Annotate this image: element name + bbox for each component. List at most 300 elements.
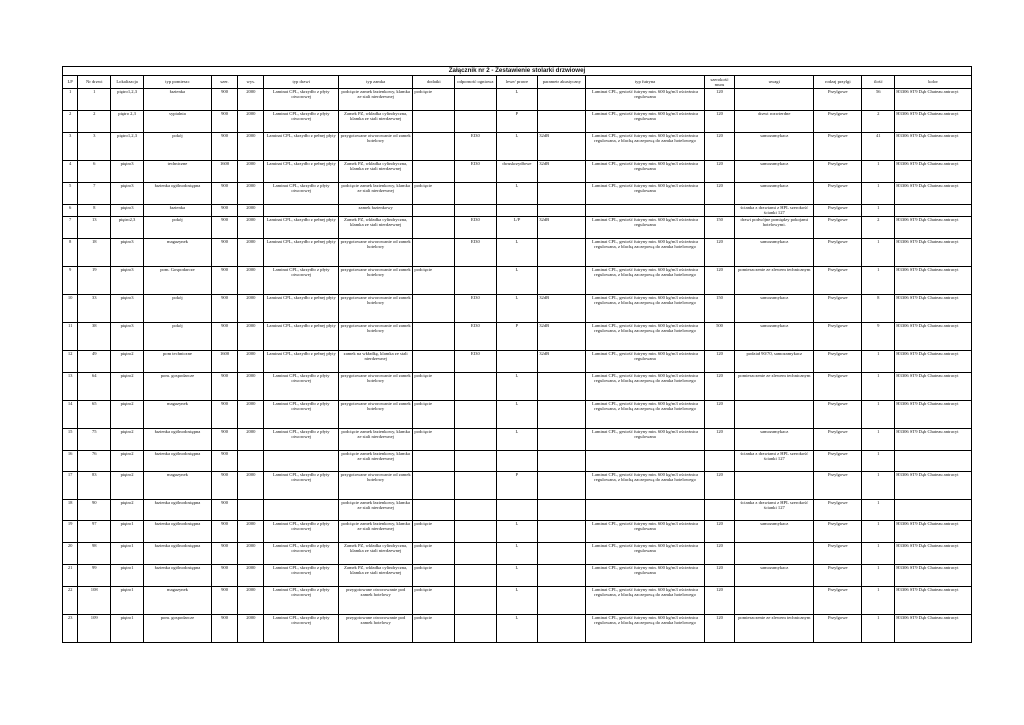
cell-typ: łazienka ogólnodostępna [144, 450, 212, 471]
cell-drzwi: Laminat CPL, skrzydło z płyty otworowej [264, 183, 338, 205]
cell-typ: pokój [144, 322, 212, 350]
cell-nr: 83 [78, 471, 111, 499]
table-row [63, 564, 972, 586]
cell-nr: 7 [78, 183, 111, 205]
cell-przylga: Przylgowe [814, 499, 862, 520]
cell-wys: 2000 [238, 205, 264, 217]
cell-uwagi: ścianka z drzwiami z HPL szerokość ścianki 127 [735, 450, 814, 471]
cell-akust: 32dB [538, 350, 586, 372]
cell-akust [538, 428, 586, 450]
table-row [63, 238, 972, 266]
cell-lp2: L [496, 133, 538, 161]
cell-mur: 120 [704, 161, 735, 183]
cell-mur: 120 [704, 183, 735, 205]
cell-wys: 2000 [238, 372, 264, 400]
cell-szer: 900 [211, 520, 237, 542]
col-header: uwagi [735, 76, 814, 89]
cell-typ: pokój [144, 216, 212, 238]
cell-futryna [586, 499, 704, 520]
cell-kolor [895, 205, 972, 217]
table-row [63, 216, 972, 238]
table-row [63, 428, 972, 450]
cell-wys: 2000 [238, 564, 264, 586]
table-row [63, 499, 972, 520]
cell-dodatki [413, 205, 455, 217]
cell-typ: magazynek [144, 400, 212, 428]
cell-futryna: Laminat CPL, gestość futryny min. 600 kg/m3 ościeżnica regulowana, z blachą zaczepową do zamka hotelowego [586, 133, 704, 161]
cell-ogn [455, 183, 497, 205]
cell-uwagi [735, 89, 814, 111]
cell-lp2: L [496, 564, 538, 586]
cell-wys: 2000 [238, 238, 264, 266]
table-body [63, 89, 972, 643]
cell-akust [538, 542, 586, 564]
cell-kolor: H3306 ST9 Dąb Chateau antracyt [895, 294, 972, 322]
cell-ilosc: 1 [862, 350, 895, 372]
cell-lp2 [496, 205, 538, 217]
cell-lp2: L [496, 614, 538, 642]
cell-ilosc: 2 [862, 111, 895, 133]
cell-lok: piętro2 [111, 471, 144, 499]
cell-przylga: Przylgowe [814, 400, 862, 428]
cell-dodatki: podcięcie [413, 183, 455, 205]
cell-uwagi: samozamykacz [735, 294, 814, 322]
cell-ogn: EI30 [455, 133, 497, 161]
cell-zamek: podcięcie zamek łazienkowy, klamka ze stali nierdzewnej [338, 89, 412, 111]
cell-ilosc: 1 [862, 564, 895, 586]
cell-ilosc: 1 [862, 266, 895, 294]
cell-zamek: podcięcie zamek łazienkowy, klamka ze stali nierdzewnej [338, 183, 412, 205]
cell-kolor: H3306 ST9 Dąb Chateau antracyt [895, 520, 972, 542]
cell-lp2: L [496, 542, 538, 564]
cell-akust [538, 111, 586, 133]
cell-ilosc: 1 [862, 372, 895, 400]
cell-kolor [895, 450, 972, 471]
cell-przylga: Przylgowe [814, 133, 862, 161]
cell-futryna [586, 205, 704, 217]
cell-nr: 33 [78, 294, 111, 322]
cell-wys: 2000 [238, 614, 264, 642]
col-header: dodatki [413, 76, 455, 89]
cell-futryna: Laminat CPL, gestość futryny min. 600 kg/m3 ościeżnica regulowana [586, 216, 704, 238]
cell-kolor: H3306 ST9 Dąb Chateau antracyt [895, 266, 972, 294]
cell-przylga: Przylgowe [814, 183, 862, 205]
cell-typ: łazienka ogólnodostępna [144, 542, 212, 564]
cell-drzwi: Laminat CPL, skrzydło z pełnej płyty [264, 294, 338, 322]
cell-dodatki [413, 294, 455, 322]
cell-nr: 75 [78, 428, 111, 450]
cell-drzwi: Laminat CPL, skrzydło z płyty otworowej [264, 614, 338, 642]
cell-nr: 8 [78, 205, 111, 217]
cell-lp2 [496, 499, 538, 520]
cell-lp2: L [496, 372, 538, 400]
table-row [63, 133, 972, 161]
cell-zamek: podcięcie zamek łazienkowy, klamka ze stali nierdzewnej [338, 450, 412, 471]
cell-lp: 12 [63, 350, 78, 372]
cell-ogn [455, 586, 497, 614]
cell-typ: magazynek [144, 586, 212, 614]
cell-lp: 5 [63, 183, 78, 205]
col-header: ilość [862, 76, 895, 89]
cell-zamek: przygotowane otworowanie od zamek hotelowy [338, 238, 412, 266]
cell-ogn [455, 400, 497, 428]
cell-lp: 6 [63, 205, 78, 217]
cell-uwagi: samozamykacz [735, 238, 814, 266]
cell-lp: 22 [63, 586, 78, 614]
table-row [63, 400, 972, 428]
cell-uwagi: drzwi rozwierdne [735, 111, 814, 133]
cell-lp: 23 [63, 614, 78, 642]
cell-lok: piętro1 [111, 564, 144, 586]
cell-akust: 32dB [538, 216, 586, 238]
cell-kolor: H3306 ST9 Dąb Chateau antracyt [895, 111, 972, 133]
col-header: szer. [211, 76, 237, 89]
cell-futryna: Laminat CPL, gestość futryny min. 600 kg/m3 ościeżnica regulowana, z blachą zaczepową do zamka hotelowego [586, 400, 704, 428]
cell-mur: 120 [704, 89, 735, 111]
table-row [63, 161, 972, 183]
cell-przylga: Przylgowe [814, 428, 862, 450]
cell-lp: 21 [63, 564, 78, 586]
cell-wys: 2000 [238, 183, 264, 205]
cell-drzwi: Laminat CPL, skrzydło z płyty otworowej [264, 586, 338, 614]
col-header: lewe/ prawe [496, 76, 538, 89]
table-row [63, 471, 972, 499]
cell-kolor: H3306 ST9 Dąb Chateau antracyt [895, 322, 972, 350]
cell-dodatki [413, 471, 455, 499]
cell-ilosc: 1 [862, 238, 895, 266]
cell-akust [538, 266, 586, 294]
cell-ogn: EI30 [455, 216, 497, 238]
cell-wys: 2000 [238, 586, 264, 614]
col-header: Nr drzwi [78, 76, 111, 89]
cell-dodatki [413, 350, 455, 372]
cell-przylga: Przylgowe [814, 450, 862, 471]
col-header: parametr akustyczny [538, 76, 586, 89]
table-row [63, 372, 972, 400]
cell-drzwi: Laminat CPL, skrzydło z płyty otworowej [264, 266, 338, 294]
cell-zamek: przygotowane otworowanie pod zamek hotelowy [338, 614, 412, 642]
cell-przylga: Przylgowe [814, 564, 862, 586]
cell-ilosc: 1 [862, 586, 895, 614]
cell-typ: pom techniczne [144, 350, 212, 372]
cell-lok: piętro2 [111, 450, 144, 471]
cell-lok: piętro2 [111, 372, 144, 400]
cell-ogn: EI30 [455, 350, 497, 372]
cell-lok: piętro2 [111, 499, 144, 520]
cell-lp2: L [496, 294, 538, 322]
cell-ilosc: 1 [862, 161, 895, 183]
cell-ilosc: 1 [862, 183, 895, 205]
cell-typ: pom. gospodarcze [144, 614, 212, 642]
cell-nr: 13 [78, 216, 111, 238]
cell-zamek: przygotowane otworowanie od zamek hotelowy [338, 294, 412, 322]
cell-lp2: L [496, 238, 538, 266]
cell-lp: 18 [63, 499, 78, 520]
cell-dodatki [413, 133, 455, 161]
cell-lp2: L [496, 428, 538, 450]
cell-wys: 2000 [238, 428, 264, 450]
cell-typ: pokój [144, 133, 212, 161]
cell-akust: 32dB [538, 133, 586, 161]
cell-szer: 900 [211, 450, 237, 471]
cell-wys: 2000 [238, 89, 264, 111]
table-row [63, 450, 972, 471]
cell-akust [538, 400, 586, 428]
cell-typ: sypialnia [144, 111, 212, 133]
cell-uwagi: pomieszczenie ze zlewem technicznym [735, 266, 814, 294]
cell-uwagi: ścianka z drzwiami z HPL szerokość ścianki 127 [735, 205, 814, 217]
cell-nr: 6 [78, 161, 111, 183]
cell-lp2: L [496, 520, 538, 542]
cell-futryna: Laminat CPL, gestość futryny min. 600 kg/m3 ościeżnica regulowana, z blachą zaczepową do zamka hotelowego [586, 614, 704, 642]
cell-lp: 20 [63, 542, 78, 564]
col-header: kolor [895, 76, 972, 89]
cell-wys [238, 450, 264, 471]
cell-drzwi: Laminat CPL, skrzydło z płyty otworowej [264, 111, 338, 133]
table-row [63, 89, 972, 111]
cell-ilosc: 2 [862, 216, 895, 238]
table-header-row [63, 76, 972, 89]
table-row [63, 294, 972, 322]
cell-dodatki: podcięcie [413, 400, 455, 428]
cell-kolor: H3306 ST9 Dąb Chateau antracyt [895, 564, 972, 586]
cell-lok: piętro3 [111, 294, 144, 322]
cell-przylga: Przylgowe [814, 350, 862, 372]
cell-przylga: Przylgowe [814, 266, 862, 294]
cell-kolor: H3306 ST9 Dąb Chateau antracyt [895, 471, 972, 499]
cell-lp: 14 [63, 400, 78, 428]
cell-futryna: Laminat CPL, gestość futryny min. 600 kg/m3 ościeżnica regulowana [586, 161, 704, 183]
cell-lp: 11 [63, 322, 78, 350]
cell-ogn [455, 428, 497, 450]
cell-zamek: Zamek PZ, wkładka cylindryczna, klamka ze stali nierdzewnej [338, 564, 412, 586]
cell-przylga: Przylgowe [814, 205, 862, 217]
cell-kolor: H3306 ST9 Dąb Chateau antracyt [895, 400, 972, 428]
cell-ilosc: 1 [862, 471, 895, 499]
cell-kolor: H3306 ST9 Dąb Chateau antracyt [895, 89, 972, 111]
cell-mur: 120 [704, 614, 735, 642]
cell-mur: 120 [704, 266, 735, 294]
cell-uwagi [735, 542, 814, 564]
cell-nr: 98 [78, 542, 111, 564]
cell-kolor: H3306 ST9 Dąb Chateau antracyt [895, 238, 972, 266]
cell-kolor: H3306 ST9 Dąb Chateau antracyt [895, 372, 972, 400]
cell-drzwi: Laminat CPL, skrzydło z pełnej płyty [264, 238, 338, 266]
cell-mur [704, 205, 735, 217]
cell-typ: pom. gospodarcze [144, 372, 212, 400]
cell-nr: 65 [78, 400, 111, 428]
cell-futryna: Laminat CPL, gestość futryny min. 600 kg/m3 ościeżnica regulowana [586, 564, 704, 586]
cell-szer: 900 [211, 471, 237, 499]
cell-typ: magazynek [144, 471, 212, 499]
cell-lp: 17 [63, 471, 78, 499]
cell-lok: piętro1 [111, 586, 144, 614]
cell-nr: 49 [78, 350, 111, 372]
cell-ilosc: 8 [862, 294, 895, 322]
cell-uwagi: samozamykacz [735, 133, 814, 161]
cell-ilosc: 1 [862, 400, 895, 428]
cell-lp2: P [496, 322, 538, 350]
cell-nr: 99 [78, 564, 111, 586]
cell-mur: 120 [704, 372, 735, 400]
cell-dodatki: podcięcie [413, 564, 455, 586]
cell-futryna: Laminat CPL, gestość futryny min. 600 kg/m3 ościeżnica regulowana, z blachą zaczepową do zamka hotelowego [586, 471, 704, 499]
cell-zamek: zamek na wkładkę, klamka ze stali nierdzewnej [338, 350, 412, 372]
cell-wys: 2000 [238, 161, 264, 183]
cell-lok: piętro1,2,3 [111, 89, 144, 111]
cell-szer: 1600 [211, 350, 237, 372]
cell-typ: łazienka [144, 205, 212, 217]
cell-zamek: podcięcie zamek łazienkowy, klamka ze stali nierdzewnej [338, 520, 412, 542]
col-header: rodzaj przylgi [814, 76, 862, 89]
cell-akust [538, 450, 586, 471]
col-header: szerokość muru [704, 76, 735, 89]
cell-kolor: H3306 ST9 Dąb Chateau antracyt [895, 586, 972, 614]
col-header: typ drzwi [264, 76, 338, 89]
cell-akust [538, 372, 586, 400]
cell-nr: 1 [78, 89, 111, 111]
cell-dodatki: podcięcie [413, 428, 455, 450]
cell-uwagi: pomieszczenie ze zlewem technicznym [735, 372, 814, 400]
cell-zamek: Zamek PZ, wkładka cylindryczna, klamka ze stali nierdzewnej [338, 216, 412, 238]
cell-zamek: Zamek PZ, wkładka cylindryczna, klamka ze stali nierdzewnej [338, 161, 412, 183]
cell-akust [538, 238, 586, 266]
cell-mur: 120 [704, 111, 735, 133]
cell-szer: 900 [211, 614, 237, 642]
cell-szer: 900 [211, 183, 237, 205]
table-row [63, 520, 972, 542]
cell-dodatki: podcięcie [413, 266, 455, 294]
cell-przylga: Przylgowe [814, 471, 862, 499]
cell-szer: 1600 [211, 161, 237, 183]
table-row [63, 614, 972, 642]
cell-typ: łazienka [144, 89, 212, 111]
cell-futryna: Laminat CPL, gestość futryny min. 600 kg/m3 ościeżnica regulowana [586, 111, 704, 133]
table-row [63, 266, 972, 294]
cell-kolor: H3306 ST9 Dąb Chateau antracyt [895, 614, 972, 642]
cell-dodatki [413, 322, 455, 350]
cell-lok: piętro3 [111, 238, 144, 266]
cell-szer: 900 [211, 238, 237, 266]
cell-zamek: Zamek PZ, wkładka cylindryczna, klamka ze stali nierdzewnej [338, 542, 412, 564]
cell-szer: 900 [211, 428, 237, 450]
cell-mur: 120 [704, 564, 735, 586]
cell-lok: piętro3 [111, 161, 144, 183]
table-row [63, 183, 972, 205]
cell-szer: 900 [211, 111, 237, 133]
cell-ilosc: 1 [862, 450, 895, 471]
cell-lok: piętro1 [111, 542, 144, 564]
cell-mur: 120 [704, 238, 735, 266]
cell-drzwi: Laminat CPL, skrzydło z pełnej płyty [264, 322, 338, 350]
cell-drzwi [264, 450, 338, 471]
cell-lok: piętro1 [111, 614, 144, 642]
cell-lok: piętro 2,3 [111, 111, 144, 133]
cell-typ: magazynek [144, 238, 212, 266]
cell-nr: 90 [78, 499, 111, 520]
cell-dodatki [413, 216, 455, 238]
col-header: typ pomieszc [144, 76, 212, 89]
col-header: Lokalizacja [111, 76, 144, 89]
cell-lp: 13 [63, 372, 78, 400]
cell-dodatki [413, 499, 455, 520]
cell-lp: 1 [63, 89, 78, 111]
cell-zamek: przygotowane otworowanie od zamek hotelowy [338, 133, 412, 161]
cell-mur [704, 450, 735, 471]
col-header: LP [63, 76, 78, 89]
cell-uwagi: pomieszczenie ze zlewem technicznym [735, 614, 814, 642]
cell-uwagi: samozamykacz [735, 183, 814, 205]
cell-nr: 19 [78, 266, 111, 294]
cell-ogn [455, 499, 497, 520]
cell-drzwi: Laminat CPL, skrzydło z pełnej płyty [264, 161, 338, 183]
cell-mur: 150 [704, 294, 735, 322]
table-row [63, 111, 972, 133]
cell-ogn: EI30 [455, 322, 497, 350]
cell-przylga: Przylgowe [814, 586, 862, 614]
cell-ilosc: 1 [862, 205, 895, 217]
cell-drzwi: Laminat CPL, skrzydło z płyty otworowej [264, 542, 338, 564]
cell-dodatki [413, 450, 455, 471]
cell-szer: 900 [211, 294, 237, 322]
cell-lok: piętro3 [111, 322, 144, 350]
cell-mur: 120 [704, 471, 735, 499]
cell-lp: 7 [63, 216, 78, 238]
cell-akust [538, 564, 586, 586]
cell-szer: 900 [211, 564, 237, 586]
cell-nr: 76 [78, 450, 111, 471]
cell-mur: 120 [704, 520, 735, 542]
cell-uwagi: ścianka z drzwiami z HPL szerokość ścianki 127 [735, 499, 814, 520]
cell-przylga: Przylgowe [814, 372, 862, 400]
col-header: typ futryna [586, 76, 704, 89]
cell-drzwi [264, 205, 338, 217]
cell-przylga: Przylgowe [814, 542, 862, 564]
cell-przylga: Przylgowe [814, 161, 862, 183]
cell-drzwi: Laminat CPL, skrzydło z płyty otworowej [264, 89, 338, 111]
cell-uwagi: podział 90/70, samozamykacz [735, 350, 814, 372]
cell-lok: piętro2 [111, 428, 144, 450]
cell-kolor [895, 499, 972, 520]
cell-mur: 120 [704, 542, 735, 564]
cell-drzwi: Laminat CPL, skrzydło z płyty otworowej [264, 400, 338, 428]
cell-ilosc: 9 [862, 322, 895, 350]
cell-przylga: Przylgowe [814, 322, 862, 350]
cell-lp: 19 [63, 520, 78, 542]
cell-ilosc: 1 [862, 499, 895, 520]
cell-przylga: Przylgowe [814, 238, 862, 266]
cell-lp2: dwuskrzydłowe [496, 161, 538, 183]
cell-lp: 9 [63, 266, 78, 294]
table-row [63, 586, 972, 614]
cell-kolor: H3306 ST9 Dąb Chateau antracyt [895, 183, 972, 205]
cell-akust: 32dB [538, 294, 586, 322]
cell-dodatki: podcięcie [413, 372, 455, 400]
cell-akust [538, 89, 586, 111]
cell-uwagi: drzwi podwójne pomiędzy pokojami hotelowymi. [735, 216, 814, 238]
cell-szer: 900 [211, 205, 237, 217]
cell-lok: piętro3 [111, 183, 144, 205]
cell-futryna: Laminat CPL, gestość futryny min. 600 kg/m3 ościeżnica regulowana, z blachą zaczepową do zamka hotelowego [586, 238, 704, 266]
cell-zamek: przygotowane otworowanie od zamek hotelowy [338, 322, 412, 350]
cell-kolor: H3306 ST9 Dąb Chateau antracyt [895, 161, 972, 183]
cell-ogn [455, 614, 497, 642]
table-row [63, 542, 972, 564]
cell-ogn: EI30 [455, 238, 497, 266]
cell-nr: 38 [78, 322, 111, 350]
cell-mur: 120 [704, 428, 735, 450]
cell-nr: 18 [78, 238, 111, 266]
